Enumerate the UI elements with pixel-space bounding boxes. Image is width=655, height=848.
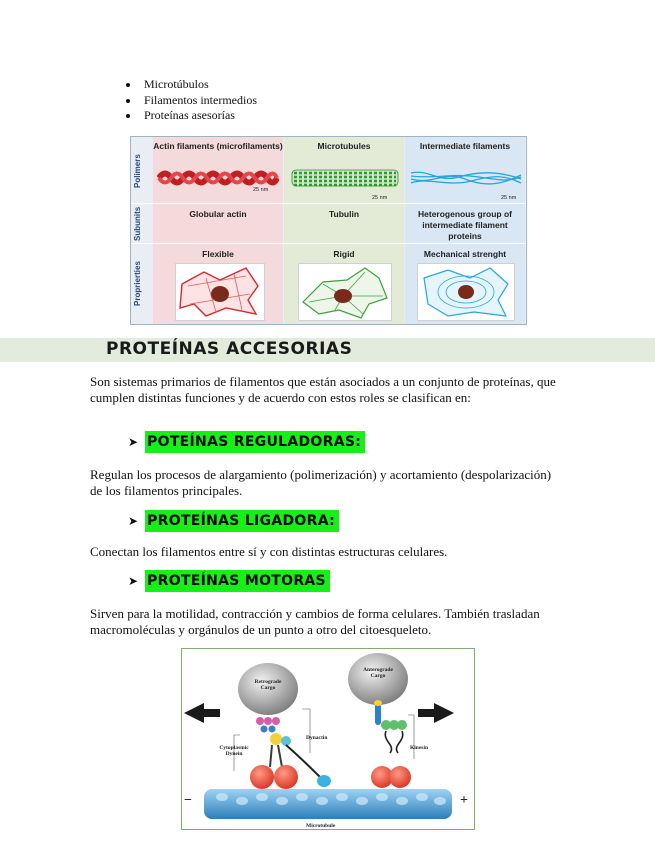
actin-header: Actin filaments (microfilaments)	[153, 141, 283, 151]
intermediate-filament-drawing	[409, 167, 523, 189]
actin-filament-drawing	[157, 167, 279, 189]
subsection-heading	[128, 509, 339, 533]
intro-paragraph: Son sistemas primarios de filamentos que están asociados a un conjunto de proteínas, que cumplen distintas funciones y de acuerdo con estos roles se clasifican en:	[90, 374, 556, 405]
row-label-proprierties: Proprierties	[133, 261, 142, 307]
microtubule-subunit: Tubulin	[328, 209, 360, 219]
list-item: Proteínas asesorías	[126, 108, 257, 124]
intermediate-subunit: Heterogenous group of intermediate filament proteins	[418, 209, 512, 241]
scale-label: 25 nm	[253, 187, 269, 193]
microtubule-header: Microtubules	[317, 141, 371, 151]
intermediate-column	[405, 137, 525, 324]
motoras-paragraph: Sirven para la motilidad, contracción y cambios de forma celulares. También trasladan macromoléculas y orgánulos de un punto a otro del citoesqueleto.	[90, 606, 540, 637]
microtubule-drawing	[290, 167, 400, 189]
rigid-cell-image	[298, 263, 392, 321]
cytoskeleton-figure	[130, 136, 527, 325]
kinesin-label: Kinesin	[410, 745, 429, 751]
row-label-subunits: Subunits	[133, 206, 142, 241]
retrograde-cargo-label: Retrograde Cargo	[254, 679, 282, 691]
flexible-cell-image	[175, 263, 265, 321]
microtubule-label: Microtubule	[306, 823, 336, 829]
bullet-list	[126, 77, 257, 124]
subsection-title-ligadora: PROTEÍNAS LIGADORA:	[145, 510, 339, 532]
scale-label: 25 nm	[372, 195, 388, 201]
scale-label: 25 nm	[501, 195, 517, 201]
arrow-bullet-icon: ➤	[128, 574, 139, 588]
subsection-heading	[128, 430, 365, 454]
section-title: PROTEÍNAS ACCESORIAS	[106, 339, 353, 359]
minus-end-label: −	[184, 793, 192, 808]
subsection-title-reguladoras: POTEÍNAS REGULADORAS:	[145, 431, 365, 453]
row-label-polimers: Polimers	[133, 154, 142, 188]
plus-end-label: +	[460, 793, 468, 808]
motor-proteins-figure	[181, 648, 475, 830]
reguladoras-paragraph: Regulan los procesos de alargamiento (polimerización) y acortamiento (despolarización) de los filamentos principales.	[90, 467, 552, 498]
actin-property: Flexible	[202, 249, 234, 259]
mechanical-cell-image	[417, 263, 515, 321]
intermediate-property: Mechanical strenght	[423, 249, 507, 259]
actin-subunit: Globular actin	[189, 209, 247, 219]
subsection-title-motoras: PROTEÍNAS MOTORAS	[145, 570, 330, 592]
ligadora-paragraph: Conectan los filamentos entre sí y con distintas estructuras celulares.	[90, 544, 448, 559]
intermediate-header: Intermediate filaments	[419, 141, 511, 151]
divider	[131, 203, 526, 204]
arrow-bullet-icon: ➤	[128, 435, 139, 449]
dynactin-label: Dynactin	[306, 735, 328, 741]
list-item: Microtúbulos	[126, 77, 257, 93]
divider	[131, 243, 526, 244]
dynein-label: Cytoplasmic Dynein	[219, 745, 249, 757]
arrow-bullet-icon: ➤	[128, 514, 139, 528]
list-item: Filamentos intermedios	[126, 93, 257, 109]
actin-column	[153, 137, 283, 324]
microtubule-property: Rigid	[333, 249, 355, 259]
subsection-heading	[128, 569, 330, 593]
anterograde-cargo-label: Anterograde Cargo	[363, 667, 393, 679]
microtubule-column	[284, 137, 404, 324]
